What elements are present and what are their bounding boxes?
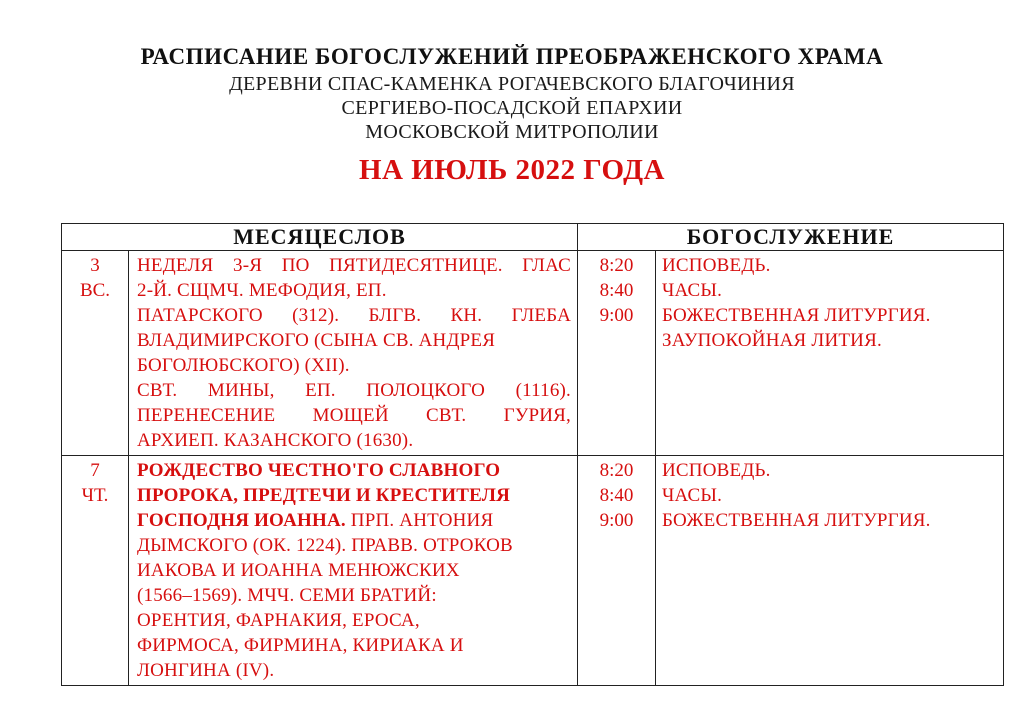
- service-name: БОЖЕСТВЕННАЯ ЛИТУРГИЯ.: [662, 510, 931, 531]
- calendar-line: ЛОНГИНА (IV).: [137, 660, 275, 681]
- times-cell: [578, 456, 656, 686]
- column-header-services: БОГОСЛУЖЕНИЕ: [578, 224, 1004, 251]
- schedule-table: [61, 223, 1004, 686]
- feast-title-line: [137, 458, 571, 483]
- calendar-line: ОРЕНТИЯ, ФАРНАКИЯ, ЕРОСА,: [137, 610, 420, 631]
- feast-title-line: [137, 508, 571, 533]
- service-name: ИСПОВЕДЬ.: [662, 460, 771, 481]
- weekday: ВС.: [79, 280, 111, 301]
- service-name: ЧАСЫ.: [662, 280, 723, 301]
- calendar-line: НЕДЕЛЯ 3-Я ПО ПЯТИДЕСЯТНИЦЕ. ГЛАС: [137, 255, 571, 276]
- feast-title: РОЖДЕСТВО ЧЕСТНО'ГО СЛАВНОГО: [137, 460, 501, 481]
- column-header-calendar: МЕСЯЦЕСЛОВ: [62, 224, 578, 251]
- service-time: 8:20: [599, 255, 634, 276]
- services-cell: [656, 251, 1004, 456]
- calendar-line: (1566–1569). МЧЧ. СЕМИ БРАТИЙ:: [137, 585, 437, 606]
- calendar-line: ДЫМСКОГО (ОК. 1224). ПРАВВ. ОТРОКОВ: [137, 535, 513, 556]
- schedule-month: НА ИЮЛЬ 2022 ГОДА: [358, 154, 666, 186]
- times-cell: [578, 251, 656, 456]
- table-header-row: [62, 224, 1004, 251]
- calendar-cell: [129, 456, 578, 686]
- calendar-line: ИАКОВА И ИОАННА МЕНЮЖСКИХ: [137, 560, 460, 581]
- service-time: 8:40: [599, 485, 634, 506]
- diocese: СЕРГИЕВО-ПОСАДСКОЙ ЕПАРХИИ: [341, 97, 683, 119]
- weekday: ЧТ.: [81, 485, 109, 506]
- church-location: ДЕРЕВНИ СПАС-КАМЕНКА РОГАЧЕВСКОГО БЛАГОЧИНИЯ: [229, 73, 795, 95]
- service-time: 9:00: [599, 510, 634, 531]
- feast-title: ПРОРОКА, ПРЕДТЕЧИ И КРЕСТИТЕЛЯ: [137, 485, 511, 506]
- service-name: ИСПОВЕДЬ.: [662, 255, 771, 276]
- calendar-line: ВЛАДИМИРСКОГО (СЫНА СВ. АНДРЕЯ: [137, 330, 496, 351]
- service-name: ЧАСЫ.: [662, 485, 723, 506]
- table-row: [62, 456, 1004, 686]
- calendar-line: СВТ. МИНЫ, ЕП. ПОЛОЦКОГО (1116).: [137, 380, 571, 401]
- document-title: РАСПИСАНИЕ БОГОСЛУЖЕНИЙ ПРЕОБРАЖЕНСКОГО ХРАМА: [140, 44, 884, 69]
- date-cell: [62, 456, 129, 686]
- service-time: 9:00: [599, 305, 634, 326]
- calendar-line: ПЕРЕНЕСЕНИЕ МОЩЕЙ СВТ. ГУРИЯ,: [137, 405, 571, 426]
- service-time: 8:40: [599, 280, 634, 301]
- calendar-cell: [129, 251, 578, 456]
- calendar-line: ПАТАРСКОГО (312). БЛГВ. КН. ГЛЕБА: [137, 305, 571, 326]
- service-name: БОЖЕСТВЕННАЯ ЛИТУРГИЯ.: [662, 305, 931, 326]
- day-number: 3: [90, 255, 100, 276]
- day-number: 7: [90, 460, 100, 481]
- feast-title: ГОСПОДНЯ ИОАННА.: [137, 510, 346, 531]
- service-name: ЗАУПОКОЙНАЯ ЛИТИЯ.: [662, 330, 882, 351]
- calendar-line: 2-Й. СЩМЧ. МЕФОДИЯ, ЕП.: [137, 280, 387, 301]
- calendar-text: ПРП. АНТОНИЯ: [345, 510, 494, 531]
- calendar-line: АРХИЕП. КАЗАНСКОГО (1630).: [137, 430, 414, 451]
- date-cell: [62, 251, 129, 456]
- service-time: 8:20: [599, 460, 634, 481]
- table-row: [62, 251, 1004, 456]
- document-header: [0, 42, 1024, 190]
- feast-title-line: [137, 483, 571, 508]
- metropolis: МОСКОВСКОЙ МИТРОПОЛИИ: [365, 121, 659, 143]
- services-cell: [656, 456, 1004, 686]
- calendar-line: ФИРМОСА, ФИРМИНА, КИРИАКА И: [137, 635, 464, 656]
- calendar-line: БОГОЛЮБСКОГО) (XII).: [137, 355, 350, 376]
